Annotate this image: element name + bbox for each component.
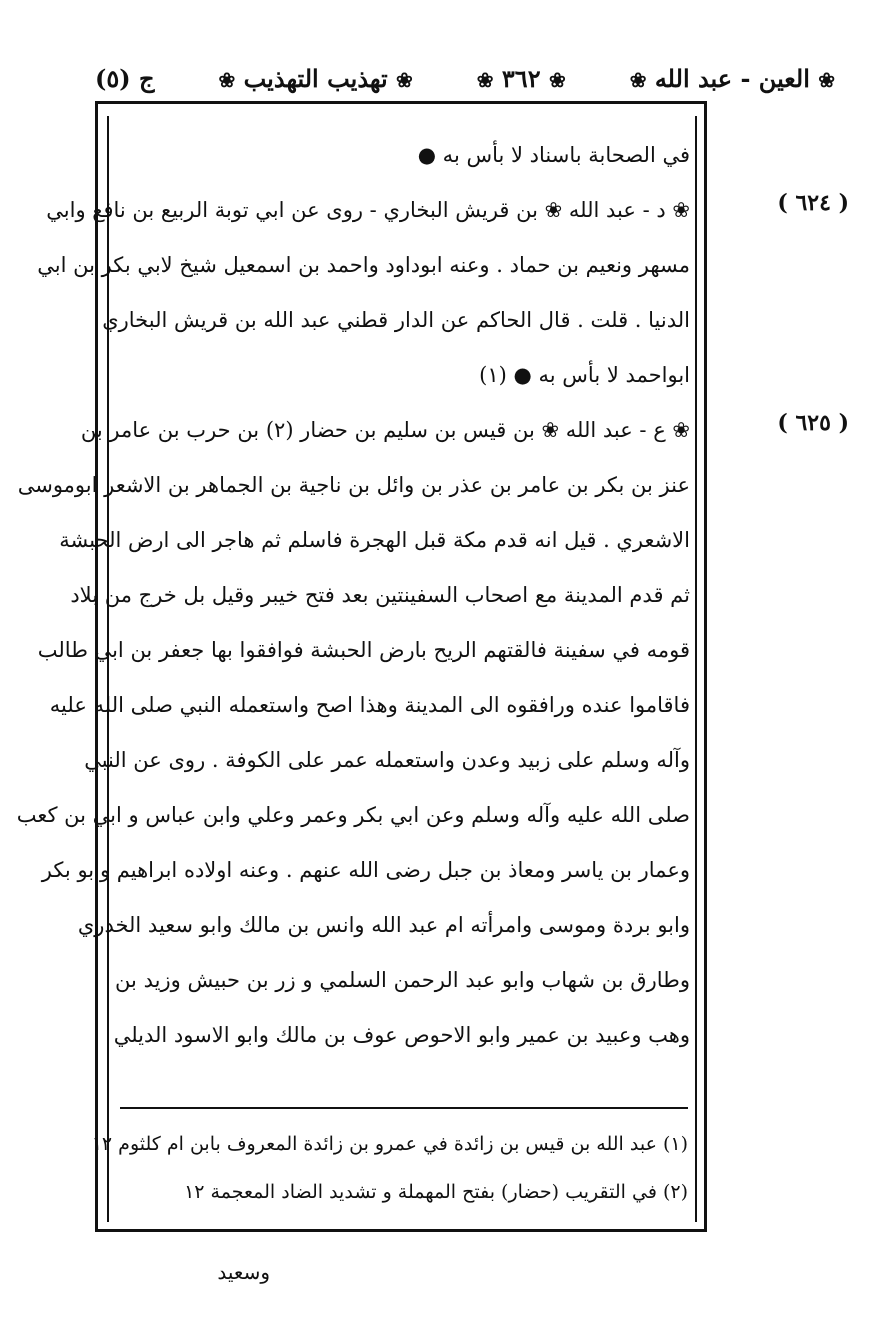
text-line: ثم قدم المدينة مع اصحاب السفينتين بعد فتح خيبر وقيل بل خرج من بلاد	[70, 583, 690, 607]
catchword: وسعيد	[217, 1260, 270, 1284]
entry-number-625: ( ٦٢٥ )	[777, 410, 849, 436]
text-line: مسهر ونعيم بن حماد . وعنه ابوداود واحمد بن اسمعيل شيخ لابي بكر بن ابي	[37, 253, 690, 277]
text-line: ❀ د - عبد الله ❀ بن قريش البخاري - روى عن ابي توبة الربيع بن نافع وابي	[46, 198, 690, 222]
text-line: الدنيا . قلت . قال الحاكم عن الدار قطني عبد الله بن قريش البخاري	[102, 308, 690, 332]
text-line: وآله وسلم على زبيد وعدن واستعمله عمر على الكوفة . روى عن النبي	[84, 748, 690, 772]
text-line: وطارق بن شهاب وابو عبد الرحمن السلمي و زر بن حبيش وزيد بن	[115, 968, 690, 992]
text-line: ❀ ع - عبد الله ❀ بن قيس بن سليم بن حضار (٢) بن حرب بن عامر بن	[80, 418, 690, 442]
ornament-icon: ❀	[218, 67, 236, 92]
ornament-icon: ❀	[629, 67, 647, 92]
volume-label: ج (٥)	[95, 63, 155, 93]
footnotes	[91, 1120, 688, 1216]
footnote-divider	[120, 1107, 688, 1109]
entry-number-624: ( ٦٢٤ )	[777, 190, 849, 216]
header-page-number-group	[477, 64, 566, 93]
text-line: صلى الله عليه وآله وسلم وعن ابي بكر وعمر وعلي وابن عباس و ابي بن كعب	[16, 803, 690, 827]
header-section	[630, 64, 835, 93]
footnote-1: (١) عبد الله بن قيس بن زائدة في عمرو بن زائدة المعروف بابن ام كلثوم ١٢	[91, 1133, 688, 1155]
header-book-title-group	[218, 64, 412, 93]
text-line: قومه في سفينة فالقتهم الريح بارض الحبشة فوافقوا بها جعفر بن ابي طالب	[37, 638, 690, 662]
text-line: وعمار بن ياسر ومعاذ بن جبل رضى الله عنهم . وعنه اولاده ابراهيم وابو بكر	[41, 858, 690, 882]
footnote-2: (٢) في التقريب (حضار) بفتح المهملة و تشديد الضاد المعجمة ١٢	[184, 1181, 688, 1203]
ornament-icon: ❀	[548, 67, 566, 92]
book-title: تهذيب التهذيب	[243, 63, 388, 93]
ornament-icon: ❀	[818, 67, 835, 92]
header-section-label: العين - عبد الله	[654, 63, 810, 93]
text-line: فاقاموا عنده ورافقوه الى المدينة وهذا اصح واستعمله النبي صلى الله عليه	[49, 693, 690, 717]
text-line: عنز بن بكر بن عامر بن عذر بن وائل بن ناجية بن الجماهر بن الاشعر ابوموسى	[17, 473, 690, 497]
ornament-icon: ❀	[396, 67, 413, 92]
text-line: في الصحابة باسناد لا بأس به ●	[417, 143, 690, 167]
page-number: ٣٦٢	[501, 63, 541, 93]
text-line: وابو بردة وموسى وامرأته ام عبد الله وانس بن مالك وابو سعيد الخدري	[77, 913, 690, 937]
text-line: ابواحمد لا بأس به ● (١)	[479, 363, 690, 387]
text-line: الاشعري . قيل انه قدم مكة قبل الهجرة فاسلم ثم هاجر الى ارض الحبشة	[59, 528, 690, 552]
running-header	[95, 58, 835, 98]
text-line: وهب وعبيد بن عمير وابو الاحوص عوف بن مالك وابو الاسود الديلي	[113, 1023, 690, 1047]
main-text	[16, 128, 690, 1063]
ornament-icon: ❀	[476, 67, 494, 92]
